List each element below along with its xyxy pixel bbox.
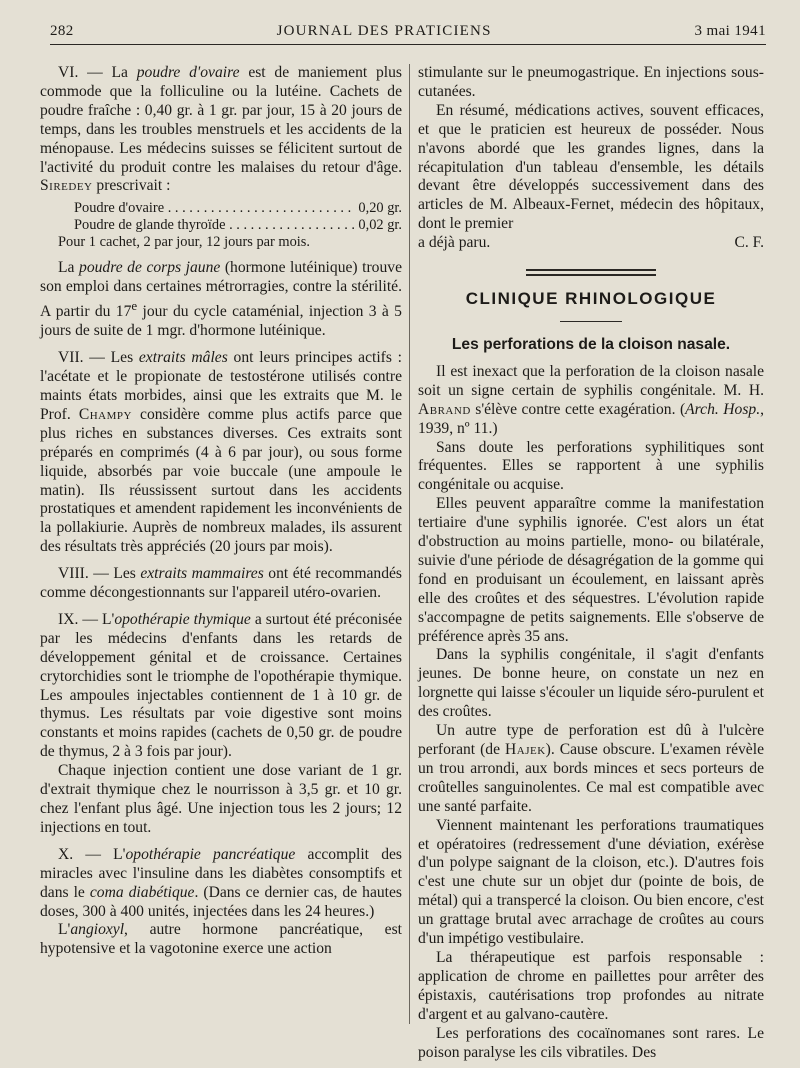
- article-paragraph: Les perforations des cocaïnomanes sont rares. Le poison paralyse les cils vibratiles. Des: [418, 1024, 764, 1061]
- paragraph-vi: VI. — La poudre d'ovaire est de maniement plus commode que la folliculine ou la lutéine. Cachets de poudre fraîche : 0,40 gr. à 1 gr. par jour, 15 à 20 jours de temps, dans les troubles menstruels et les accidents de la ménopause. Les médecins suisses se félicitent surtout de l'activité du produit contre les malaises du retour d'âge. Siredey prescrivait :: [40, 64, 402, 195]
- article-paragraph: La thérapeutique est parfois responsable : application de chrome en paillettes pour arrêter des épistaxis, cautérisations trop profondes au nitrate d'argent et au galvano-cautère.: [418, 948, 764, 1023]
- left-column: [40, 64, 402, 959]
- paragraph-viii: VIII. — Les extraits mammaires ont été recommandés comme décongestionnants sur l'appareil utéro-ovarien.: [40, 565, 402, 602]
- author-champy: Champy: [78, 405, 132, 423]
- article-title: Les perforations de la cloison nasale.: [451, 335, 731, 353]
- section-title: CLINIQUE RHINOLOGIQUE: [465, 289, 717, 309]
- author-siredey: Siredey: [40, 177, 93, 195]
- right-column: [418, 64, 764, 1062]
- section-ornament: [526, 269, 656, 276]
- article-paragraph: Viennent maintenant les perforations traumatiques et opératoires (redressement d'une déviation, exérèse d'un polype saignant de la cloison, etc.). D'autres fois c'est une chute sur un objet dur (pointe de bois, de métal) qui a transpercé la cloison. Ou bien encore, c'est un grattage brutal avec arrachage de croûtes au cours d'un impétigo vestibulaire.: [418, 816, 764, 948]
- paragraph-corps-jaune: La poudre de corps jaune (hormone lutéinique) trouve son emploi dans certaines métrorragies, contre la stérilité. A partir du 17e jour du cycle cataménial, injection 3 à 5 jours de suite de 1 mgr. d'hormone lutéinique.: [40, 259, 402, 340]
- paragraph-vii: VII. — Les extraits mâles ont leurs principes actifs : l'acétate et le propionate de testostérone utilisés contre maints états morbides, ainsi que les extraits que M. le Prof. Champy considère comme plus actifs parce que plus riches en substances diverses. Ces extraits sont préparés en comprimés (4 à 6 par jour), ou sous forme liquide, absorbés par voie buccale (une ampoule le matin). Ils réussissent surtout dans les accidents prostatiques et amendent rapidement les inconvénients de la pollakiurie. Auprès de nombreux malades, ils assurent des résultats très appréciés (20 jours par mois).: [40, 349, 403, 556]
- article-paragraph: Sans doute les perforations syphilitiques sont fréquentes. Elles se rapportent à une syphilis congénitale ou acquise.: [418, 438, 764, 494]
- author-abrand: Abrand: [418, 400, 471, 418]
- author-hajek: Hajek: [504, 741, 546, 758]
- column-divider: [409, 64, 410, 1024]
- article-paragraph: Dans la syphilis congénitale, il s'agit d'enfants jeunes. De bonne heure, on constate un nez en lorgnette qui laisse s'écouler un liquide séro-purulent et des croûtes.: [418, 646, 764, 721]
- section-rule: [560, 321, 622, 322]
- prescription-line: Poudre de glande thyroïde . . . 0,02 gr.: [40, 217, 402, 234]
- article-paragraph: Il est inexact que la perforation de la cloison nasale soit un signe certain de syphilis congénitale. M. H. Abrand s'élève contre cette exagération. (Arch. Hosp., 1939, nº 11.): [418, 362, 764, 437]
- paragraph-continuation: stimulante sur le pneumogastrique. En injections sous-cutanées.: [418, 64, 764, 100]
- running-header: [50, 18, 766, 45]
- paragraph-x: X. — L'opothérapie pancréatique accomplit des miracles avec l'insuline dans les diabètes consomptifs et dans le coma diabétique. (Dans ce dernier cas, de hautes doses, 300 à 400 unités, injectées dans les 24 heures.): [40, 845, 402, 920]
- article-paragraph: Un autre type de perforation est dû à l'ulcère perforant (de Hajek). Cause obscure. L'examen révèle un trou arrondi, aux bords minces et secs porteurs de croûtelles sanguinolentes. Ce mal est compatible avec une santé parfaite.: [418, 722, 764, 815]
- page-number: 282: [50, 22, 74, 39]
- resume-ending: a déjà paru. C. F.: [418, 234, 764, 252]
- signature: C. F.: [734, 234, 764, 252]
- journal-title: JOURNAL DES PRATICIENS: [276, 22, 492, 39]
- issue-date: 3 mai 1941: [694, 22, 766, 39]
- paragraph-ix: IX. — L'opothérapie thymique a surtout été préconisée par les médecins d'enfants dans les retards de développement génital et de croissance. Certaines crytorchidies sont le triomphe de l'opothérapie thymique. Les ampoules injectables contiennent de 1 à 10 gr. de thymus. Les résultats par voie digestive sont moins constants et moins rapides (cachets de 0,50 gr. de poudre de thymus, 2 à 3 fois par jour).: [40, 610, 402, 761]
- prescription-note: Pour 1 cachet, 2 par jour, 12 jours par mois.: [58, 234, 311, 251]
- prescription-line: Poudre d'ovaire . . . 0,20 gr.: [40, 200, 402, 217]
- paragraph-resume: En résumé, médications actives, souvent efficaces, et que le praticien est heureux de posséder. Nous n'avons abordé que les grandes lignes, dans la récapitulation d'un tableau d'ensemble, les détails devant être développés successivement dans des articles de M. Albeaux-Fernet, médecin des hôpitaux, dont le premier: [418, 101, 764, 233]
- paragraph-angioxyl: L'angioxyl, autre hormone pancréatique, est hypotensive et la vagotonine exerce une action: [40, 921, 402, 958]
- article-paragraph: Elles peuvent apparaître comme la manifestation tertiaire d'une syphilis ignorée. C'est alors un état d'obstruction au moins partielle, mono- ou bilatérale, suivie d'une période de désagrégation de la gomme qui fond en produisant un écoulement, en laissant après elle des croûtes et des séquestres. L'évolution rapide s'accompagne de petits saignements. Elle s'observe de préférence après 35 ans.: [418, 495, 764, 645]
- paragraph-ix-cont: Chaque injection contient une dose variant de 1 gr. d'extrait thymique chez le nourrisson à 3,5 gr. et 10 gr. chez l'enfant plus âgé. Une injection tous les 2 jours; 12 injections en tout.: [40, 762, 402, 836]
- prescription: [40, 200, 402, 251]
